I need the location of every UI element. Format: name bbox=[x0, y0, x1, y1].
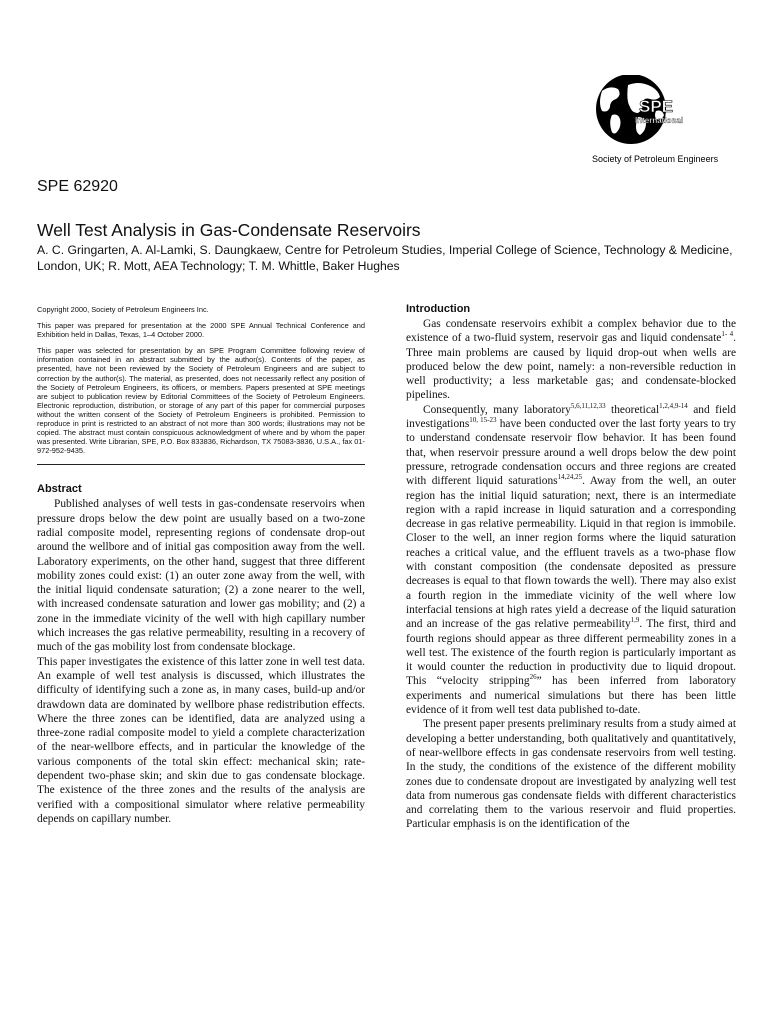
spe-logo bbox=[578, 75, 730, 167]
left-column bbox=[37, 305, 365, 826]
author-list: A. C. Gringarten, A. Al-Lamki, S. Daungkaew, Centre for Petroleum Studies, Imperial College of Science, Technology & Medicine, London, UK; R. Mott, AEA Technology; T. M. Whittle, Baker Hughes bbox=[37, 243, 733, 273]
introduction-paragraph bbox=[406, 317, 736, 403]
text-run: . Three main problems are caused by liquid drop-out when wells are produced below the dew point, namely: a non-reversible reduction in well productivity; a less marketable gas; and condensate-blocked pipelines. bbox=[406, 332, 736, 402]
logo-emblem-subtext: International bbox=[635, 116, 684, 125]
introduction-paragraph bbox=[406, 403, 736, 718]
introduction-heading: Introduction bbox=[406, 303, 471, 315]
citation-ref: 1- 4 bbox=[721, 330, 734, 339]
right-column bbox=[406, 303, 736, 832]
citation-ref: 5,6,11,12,33 bbox=[570, 401, 606, 410]
citation-ref: 1,9 bbox=[630, 616, 640, 625]
text-run: Consequently, many laboratory bbox=[423, 403, 571, 416]
text-run: and field investigations bbox=[406, 403, 736, 431]
text-run: Gas condensate reservoirs exhibit a complex behavior due to the existence of a two-fluid system, reservoir gas and liquid condensate bbox=[406, 318, 736, 345]
presentation-notice: This paper was prepared for presentation at the 2000 SPE Annual Technical Conference and Exhibition held in Dallas, Texas, 1–4 October 2000. bbox=[37, 321, 365, 340]
abstract-paragraph: Published analyses of well tests in gas-condensate reservoirs when pressure drops below the dew point are usually based on a two-zone radial composite model, representing regions of condensate drop-out around the wellbore and of initial gas composition away from the well. Laboratory experiments, on the other hand, suggest that three different mobility zones could exist: (1) an outer zone away from the well, with the initial liquid condensate saturation; (2) a zone nearer to the well, with increased condensate saturation and lower gas mobility; and (2) a zone in the immediate vicinity of the well with high capillary number which increases the gas relative permeability, resulting in a recovery of much of the gas mobility lost from condensate blockage. bbox=[37, 498, 365, 654]
text-run: have been conducted over the last forty years to try to understand condensate reservoir flow behavior. It has been found that, when reservoir pressure around a well drops below the dew point pressure, retrograde condensation occurs and three regions are created with different liquid saturations bbox=[406, 418, 736, 488]
citation-ref: 1,2,4,9-14 bbox=[659, 401, 688, 410]
paper-title: Well Test Analysis in Gas-Condensate Reservoirs bbox=[37, 220, 421, 240]
paper-id: SPE 62920 bbox=[37, 178, 118, 195]
logo-emblem-text: SPE bbox=[639, 97, 674, 116]
introduction-paragraph: The present paper presents preliminary results from a study aimed at developing a better understanding, both qualitatively and quantitatively, of near-wellbore effects in gas condensate reservoirs from well testing. In the study, the conditions of the existence of the different mobility zones due to condensate dropout are investigated by analyzing well test data from numerous gas condensate fields with different characteristics and correlating them to the various reservoir and fluid properties. Particular emphasis is on the identification of the bbox=[406, 718, 736, 831]
text-run: theoretical bbox=[605, 403, 660, 416]
abstract-heading: Abstract bbox=[37, 483, 82, 496]
citation-ref: 26 bbox=[529, 673, 537, 682]
spe-globe-emblem bbox=[578, 75, 730, 167]
abstract-paragraph: This paper investigates the existence of this latter zone in well test data. An example of well test analysis is discussed, which illustrates the difficulty of identifying such a zone as, in many cases, build-up and/or drawdown data are dominated by wellbore phase redistribution effects. Where the three zones can be identified, data are analyzed using a three-zone radial composite model to yield a complete characterization of the near-wellbore effects, and in particular the knowledge of the various components of the total skin effect: mechanical skin; rate-dependent two-phase skin; and skin due to gas condensate blockage. The existence of the three zones and the results of the analysis are verified with a compositional simulator where relative permeability depends on capillary number. bbox=[37, 655, 365, 825]
text-run: ” has been inferred from laboratory experiments and numerical simulations but there has been little evidence of it from well test data published to-date. bbox=[406, 675, 736, 717]
logo-caption: Society of Petroleum Engineers bbox=[592, 154, 719, 164]
citation-ref: 10, 15-23 bbox=[469, 416, 497, 425]
citation-ref: 14,24,25 bbox=[557, 473, 583, 482]
review-notice: This paper was selected for presentation by an SPE Program Committee following review of information contained in an abstract submitted by the author(s). Contents of the paper, as presented, have not been reviewed by the Society of Petroleum Engineers and are subject to correction by the author(s). The material, as presented, does not necessarily reflect any position of the Society of Petroleum Engineers, its officers, or members. Papers presented at SPE meetings are subject to publication review by Editorial Committees of the Society of Petroleum Engineers. Electronic reproduction, distribution, or storage of any part of this paper for commercial purposes without the written consent of the Society of Petroleum Engineers is prohibited. Permission to reproduce in print is restricted to an abstract of not more than 300 words; illustrations may not be copied. The abstract must contain conspicuous acknowledgment of where and by whom the paper was presented. Write Librarian, SPE, P.O. Box 833836, Richardson, TX 75083-3836, U.S.A., fax 01-972-952-9435. bbox=[37, 346, 365, 456]
text-run: . The first, third and fourth regions should appear as three different permeability zones in a well test. The existence of the fourth region is particularly important as it would counter the reduction in productivity due to liquid dropout. This “velocity stripping bbox=[406, 618, 736, 688]
copyright-notice: Copyright 2000, Society of Petroleum Engineers Inc. bbox=[37, 305, 209, 314]
front-matter-divider bbox=[37, 464, 365, 465]
text-run: . Away from the well, an outer region has the initial liquid saturation; next, there is an intermediate region with a rapid increase in liquid saturation and a corresponding decrease in gas relative permeability. Liquid in that region is immobile. Closer to the well, an inner region forms where the liquid saturation reaches a critical value, and the effluent travels as a two-phase flow with constant composition (the condensate deposited as pressure decreases is equal to that flown towards the well). There may also exist a fourth region in the immediate vicinity of the well where low interfacial tensions at high rates yield a decrease of the liquid saturation and an increase of the gas relative permeability bbox=[406, 475, 736, 631]
